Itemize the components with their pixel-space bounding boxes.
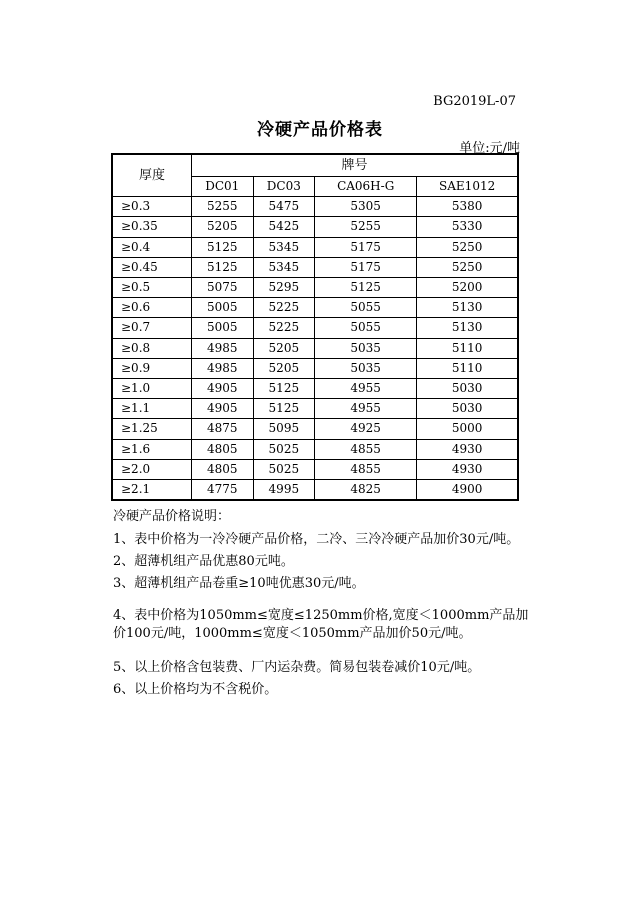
price-cell: 5200 — [417, 278, 518, 298]
price-cell: 5110 — [417, 358, 518, 378]
price-cell: 4930 — [417, 439, 518, 459]
grade-header: 牌号 — [192, 154, 519, 177]
thickness-cell: ≥0.6 — [112, 298, 192, 318]
document-code: BG2019L-07 — [433, 94, 516, 109]
price-table-body — [112, 197, 518, 501]
price-cell: 5035 — [315, 358, 417, 378]
note-item: 5、以上价格含包装费、厂内运杂费。简易包装卷减价10元/吨。 — [113, 660, 481, 675]
thickness-header: 厚度 — [112, 154, 192, 197]
table-row — [112, 480, 518, 501]
table-row — [112, 338, 518, 358]
grade-col-sae1012: SAE1012 — [417, 177, 518, 197]
table-row — [112, 318, 518, 338]
price-cell: 5345 — [253, 237, 315, 257]
note-item: 2、超薄机组产品优惠80元吨。 — [113, 554, 294, 569]
price-cell: 4930 — [417, 459, 518, 479]
price-cell: 4825 — [315, 480, 417, 501]
table-row — [112, 257, 518, 277]
note-item: 6、以上价格均为不含税价。 — [113, 682, 278, 697]
price-cell: 5035 — [315, 338, 417, 358]
price-cell: 5175 — [315, 257, 417, 277]
price-cell: 5055 — [315, 318, 417, 338]
price-cell: 5255 — [315, 217, 417, 237]
thickness-cell: ≥0.3 — [112, 197, 192, 217]
price-cell: 5205 — [192, 217, 254, 237]
price-cell: 4955 — [315, 379, 417, 399]
price-cell: 5295 — [253, 278, 315, 298]
price-cell: 5305 — [315, 197, 417, 217]
price-cell: 4805 — [192, 439, 254, 459]
price-cell: 5030 — [417, 399, 518, 419]
price-cell: 4855 — [315, 459, 417, 479]
table-row — [112, 237, 518, 257]
table-row — [112, 459, 518, 479]
price-cell: 4925 — [315, 419, 417, 439]
price-cell: 4955 — [315, 399, 417, 419]
thickness-cell: ≥0.4 — [112, 237, 192, 257]
price-cell: 5225 — [253, 298, 315, 318]
price-cell: 4905 — [192, 399, 254, 419]
grade-col-ca06h-g: CA06H-G — [315, 177, 417, 197]
note-item: 3、超薄机组产品卷重≥10吨优惠30元/吨。 — [113, 576, 365, 591]
thickness-cell: ≥0.5 — [112, 278, 192, 298]
thickness-cell: ≥1.25 — [112, 419, 192, 439]
table-row — [112, 419, 518, 439]
thickness-cell: ≥0.8 — [112, 338, 192, 358]
table-row — [112, 399, 518, 419]
thickness-cell: ≥0.9 — [112, 358, 192, 378]
price-cell: 5425 — [253, 217, 315, 237]
price-cell: 5110 — [417, 338, 518, 358]
price-cell: 5005 — [192, 298, 254, 318]
table-row — [112, 439, 518, 459]
price-table — [111, 153, 519, 501]
price-cell: 5255 — [192, 197, 254, 217]
grade-col-dc01: DC01 — [192, 177, 254, 197]
price-cell: 5055 — [315, 298, 417, 318]
price-cell: 5125 — [253, 399, 315, 419]
unit-label: 单位:元/吨 — [459, 141, 520, 156]
price-cell: 5125 — [253, 379, 315, 399]
price-cell: 5000 — [417, 419, 518, 439]
table-row — [112, 278, 518, 298]
thickness-cell: ≥0.45 — [112, 257, 192, 277]
price-cell: 4985 — [192, 358, 254, 378]
price-cell: 4905 — [192, 379, 254, 399]
price-cell: 5130 — [417, 298, 518, 318]
price-cell: 5095 — [253, 419, 315, 439]
price-cell: 5250 — [417, 237, 518, 257]
notes-title: 冷硬产品价格说明： — [113, 509, 231, 524]
table-row — [112, 298, 518, 318]
price-cell: 4985 — [192, 338, 254, 358]
grade-col-dc03: DC03 — [253, 177, 315, 197]
price-cell: 5380 — [417, 197, 518, 217]
price-notes — [113, 508, 533, 699]
price-cell: 5125 — [315, 278, 417, 298]
price-cell: 4995 — [253, 480, 315, 501]
thickness-cell: ≥0.35 — [112, 217, 192, 237]
thickness-cell: ≥2.1 — [112, 480, 192, 501]
note-item: 1、表中价格为一冷冷硬产品价格，二冷、三冷冷硬产品加价30元/吨。 — [113, 532, 520, 547]
price-cell: 4775 — [192, 480, 254, 501]
price-cell: 5030 — [417, 379, 518, 399]
thickness-cell: ≥1.1 — [112, 399, 192, 419]
price-cell: 5205 — [253, 338, 315, 358]
price-cell: 4875 — [192, 419, 254, 439]
price-cell: 5125 — [192, 257, 254, 277]
price-cell: 5250 — [417, 257, 518, 277]
price-cell: 5475 — [253, 197, 315, 217]
page-title: 冷硬产品价格表 — [257, 120, 383, 140]
thickness-cell: ≥1.6 — [112, 439, 192, 459]
price-cell: 5075 — [192, 278, 254, 298]
table-row — [112, 358, 518, 378]
price-cell: 5175 — [315, 237, 417, 257]
price-cell: 5025 — [253, 459, 315, 479]
price-cell: 4900 — [417, 480, 518, 501]
table-row — [112, 217, 518, 237]
price-cell: 5225 — [253, 318, 315, 338]
price-cell: 5130 — [417, 318, 518, 338]
thickness-cell: ≥2.0 — [112, 459, 192, 479]
price-cell: 5005 — [192, 318, 254, 338]
table-row — [112, 197, 518, 217]
price-cell: 5125 — [192, 237, 254, 257]
table-row — [112, 379, 518, 399]
price-cell: 5205 — [253, 358, 315, 378]
thickness-cell: ≥1.0 — [112, 379, 192, 399]
price-cell: 5330 — [417, 217, 518, 237]
price-cell: 4805 — [192, 459, 254, 479]
price-cell: 5025 — [253, 439, 315, 459]
price-cell: 5345 — [253, 257, 315, 277]
note-item: 4、表中价格为1050mm≤宽度≤1250mm价格,宽度＜1000mm产品加价100元/吨，1000mm≤宽度＜1050mm产品加价50元/吨。 — [113, 608, 529, 641]
thickness-cell: ≥0.7 — [112, 318, 192, 338]
price-cell: 4855 — [315, 439, 417, 459]
